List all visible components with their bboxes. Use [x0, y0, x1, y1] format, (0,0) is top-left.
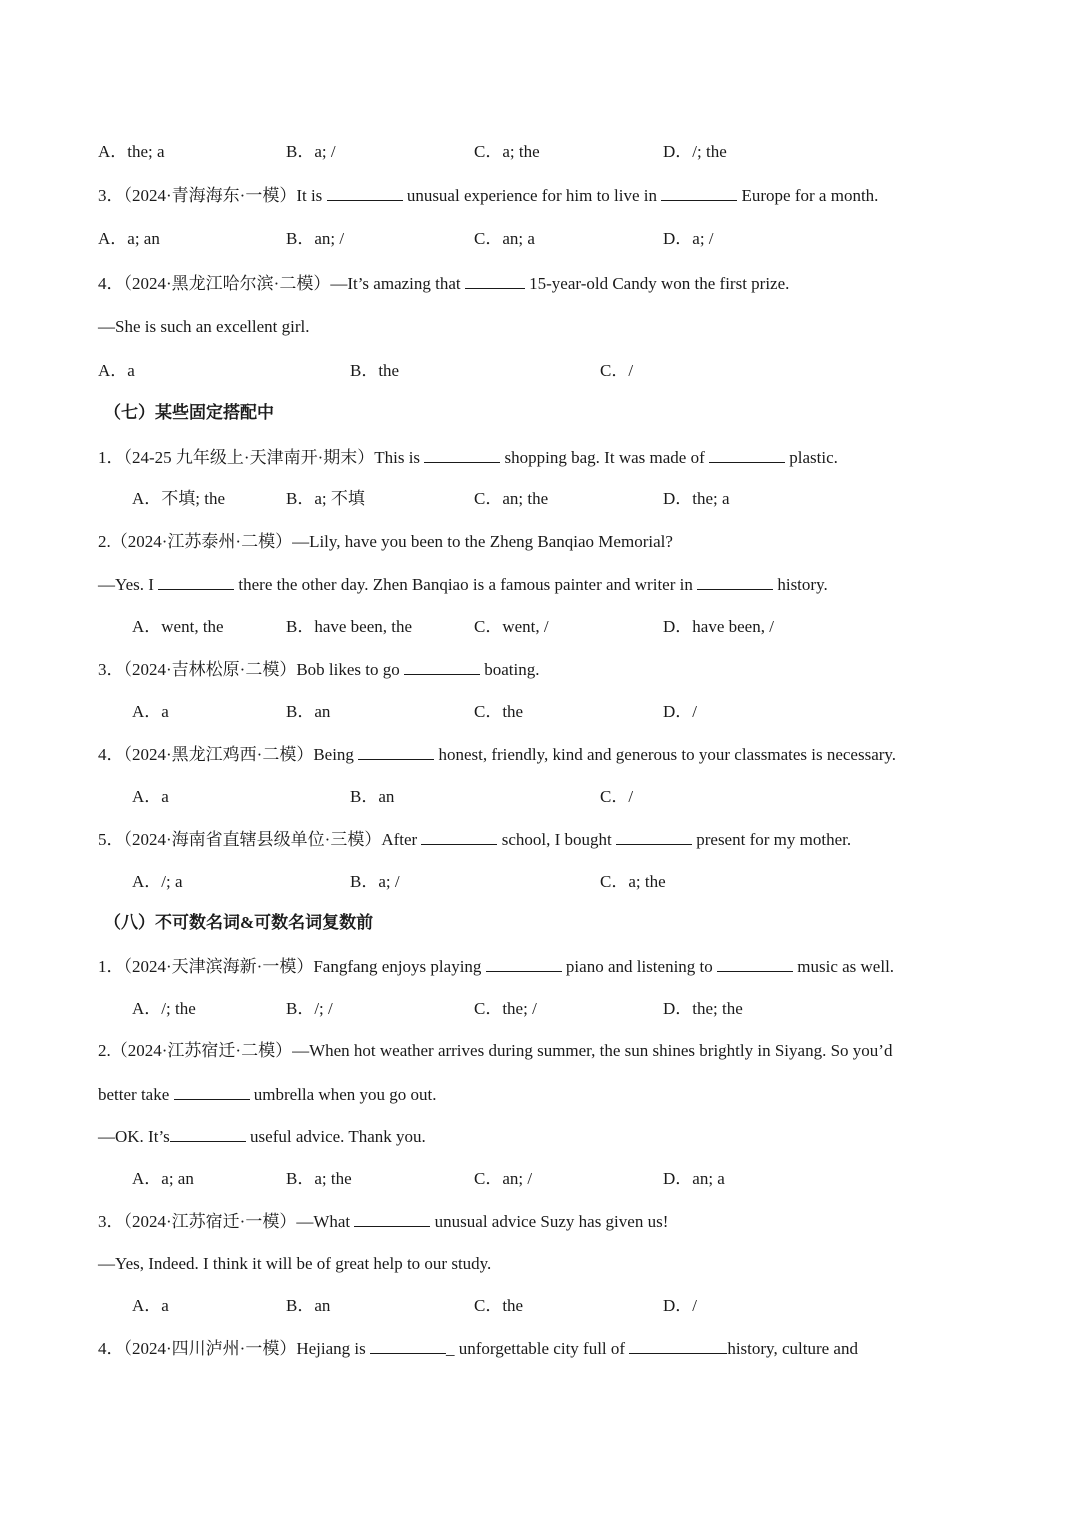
stem-text: Europe for a month.: [737, 186, 879, 205]
option-b: B．a; 不填: [286, 489, 365, 508]
stem-text: unusual experience for him to live in: [402, 186, 662, 205]
stem-text: music as well.: [793, 957, 895, 976]
option-b: B．an: [286, 1296, 331, 1315]
stem-text: After: [381, 830, 422, 849]
question-source: （2024·天津滨海新·一模）: [123, 957, 314, 976]
question-4-stem: [98, 1337, 858, 1360]
question-source: （2024·黑龙江哈尔滨·二模）: [123, 274, 331, 293]
stem-text: —Yes. I: [98, 575, 159, 594]
question-source: （24-25 九年级上·天津南开·期末）: [123, 448, 375, 467]
question-number: 1．: [98, 448, 124, 467]
option-d: D．the; a: [663, 489, 730, 508]
answer-blank: [358, 743, 434, 760]
stem-text: present for my mother.: [691, 830, 852, 849]
question-source: （2024·青海海东·一模）: [123, 186, 297, 205]
stem-text: honest, friendly, kind and generous to your classmates is necessary.: [434, 745, 897, 764]
option-a: A．a: [132, 1296, 169, 1315]
stem-text: umbrella when you go out.: [249, 1085, 437, 1104]
stem-text: piano and listening to: [561, 957, 718, 976]
stem-text: there the other day. Zhen Banqiao is a famous painter and writer in: [234, 575, 698, 594]
answer-blank: [170, 1125, 246, 1142]
option-b: B．an: [350, 787, 395, 806]
answer-blank: [354, 1210, 430, 1227]
option-c: C．the; /: [474, 999, 537, 1018]
option-d: D．/; the: [663, 142, 727, 161]
stem-text: better take: [98, 1085, 174, 1104]
answer-blank: [404, 658, 480, 675]
answer-blank: [370, 1337, 446, 1354]
option-b: B．an; /: [286, 229, 345, 248]
option-d: D．have been, /: [663, 617, 774, 636]
option-b: B．the: [350, 361, 400, 380]
question-number: 3．: [98, 186, 124, 205]
option-c: C．the: [474, 702, 524, 721]
section-heading: （八）不可数名词&可数名词复数前: [104, 913, 374, 932]
stem-text: Being: [313, 745, 359, 764]
question-1-stem: [98, 955, 894, 978]
answer-blank: [629, 1337, 727, 1354]
question-source: （2024·海南省直辖县级单位·三模）: [123, 830, 382, 849]
question-number: 4．: [98, 745, 124, 764]
stem-text: Bob likes to go: [296, 660, 404, 679]
question-4-stem: [98, 743, 896, 766]
stem-text: —Lily, have you been to the Zheng Banqiao Memorial?: [292, 532, 673, 551]
question-source: （2024·江苏宿迁·二模）: [110, 1041, 293, 1060]
option-a: A．不填; the: [132, 489, 226, 508]
option-a: A．/; a: [132, 872, 183, 891]
question-number: 4．: [98, 274, 124, 293]
option-c: C．an; a: [474, 229, 535, 248]
answer-blank: [158, 573, 234, 590]
question-2-stem: [98, 531, 673, 553]
option-c: C．an; /: [474, 1169, 533, 1188]
question-number: 3．: [98, 660, 124, 679]
answer-blank: [465, 272, 525, 289]
stem-text: It is: [296, 186, 327, 205]
answer-blank: [697, 573, 773, 590]
answer-blank: [421, 828, 497, 845]
stem-text: This is: [374, 448, 425, 467]
question-source: （2024·黑龙江鸡西·二模）: [123, 745, 314, 764]
option-a: A．a; an: [132, 1169, 194, 1188]
option-c: C．/: [600, 787, 634, 806]
answer-blank: [174, 1083, 250, 1100]
stem-text: —What: [296, 1212, 355, 1231]
option-c: C．an; the: [474, 489, 549, 508]
stem-text: shopping bag. It was made of: [500, 448, 709, 467]
option-b: B．/; /: [286, 999, 333, 1018]
question-1-stem: [98, 446, 838, 469]
option-b: B．a; /: [286, 142, 336, 161]
option-b: B．a; /: [350, 872, 400, 891]
stem-text: —When hot weather arrives during summer, the sun shines brightly in Siyang. So you’d: [292, 1041, 893, 1060]
stem-text: —OK. It’s: [98, 1127, 170, 1146]
dialogue-reply: —She is such an excellent girl.: [98, 317, 310, 336]
stem-text: history.: [773, 575, 828, 594]
option-d: D．an; a: [663, 1169, 725, 1188]
question-number: 2.: [98, 1041, 111, 1060]
option-c: C．a; the: [474, 142, 540, 161]
question-number: 4．: [98, 1339, 124, 1358]
option-c: C．/: [600, 361, 634, 380]
answer-blank: [424, 446, 500, 463]
option-a: A．a: [98, 361, 135, 380]
question-source: （2024·江苏泰州·二模）: [110, 532, 293, 551]
option-b: B．have been, the: [286, 617, 413, 636]
stem-continuation: [98, 1083, 436, 1106]
stem-text: school, I bought: [497, 830, 616, 849]
option-c: C．went, /: [474, 617, 549, 636]
stem-text: Fangfang enjoys playing: [313, 957, 486, 976]
option-d: D．/: [663, 702, 697, 721]
answer-blank: [709, 446, 785, 463]
option-a: A．a: [132, 787, 169, 806]
answer-blank: [717, 955, 793, 972]
stem-text: plastic.: [784, 448, 838, 467]
stem-text: boating.: [480, 660, 540, 679]
option-a: A．the; a: [98, 142, 165, 161]
dialogue-reply: [98, 573, 828, 596]
question-3-stem: [98, 658, 540, 681]
section-heading: （七）某些固定搭配中: [104, 403, 274, 422]
option-a: A．a: [132, 702, 169, 721]
question-number: 3．: [98, 1212, 124, 1231]
question-3-stem: [98, 1210, 668, 1233]
answer-blank: [486, 955, 562, 972]
option-d: D．the; the: [663, 999, 743, 1018]
option-d: D．a; /: [663, 229, 714, 248]
stem-text: history, culture and: [727, 1339, 858, 1358]
stem-text: Hejiang is: [296, 1339, 370, 1358]
stem-text: unusual advice Suzy has given us!: [430, 1212, 669, 1231]
answer-blank: [616, 828, 692, 845]
question-4-stem: [98, 272, 789, 295]
question-5-stem: [98, 828, 851, 851]
option-b: B．a; the: [286, 1169, 352, 1188]
stem-text: _ unforgettable city full of: [445, 1339, 630, 1358]
option-a: A．/; the: [132, 999, 196, 1018]
answer-blank: [661, 184, 737, 201]
question-number: 5．: [98, 830, 124, 849]
question-source: （2024·四川泸州·一模）: [123, 1339, 297, 1358]
option-a: A．went, the: [132, 617, 224, 636]
option-b: B．an: [286, 702, 331, 721]
dialogue-reply: [98, 1125, 426, 1148]
question-source: （2024·江苏宿迁·一模）: [123, 1212, 297, 1231]
question-number: 2.: [98, 532, 111, 551]
stem-text: useful advice. Thank you.: [245, 1127, 426, 1146]
option-a: A．a; an: [98, 229, 160, 248]
question-3-stem: [98, 184, 878, 207]
question-2-stem: [98, 1040, 892, 1062]
stem-text: 15-year-old Candy won the first prize.: [524, 274, 790, 293]
answer-blank: [327, 184, 403, 201]
question-number: 1．: [98, 957, 124, 976]
stem-text: —It’s amazing that: [330, 274, 465, 293]
option-c: C．a; the: [600, 872, 666, 891]
option-d: D．/: [663, 1296, 697, 1315]
option-c: C．the: [474, 1296, 524, 1315]
dialogue-reply: —Yes, Indeed. I think it will be of great help to our study.: [98, 1254, 492, 1273]
question-source: （2024·吉林松原·二模）: [123, 660, 297, 679]
